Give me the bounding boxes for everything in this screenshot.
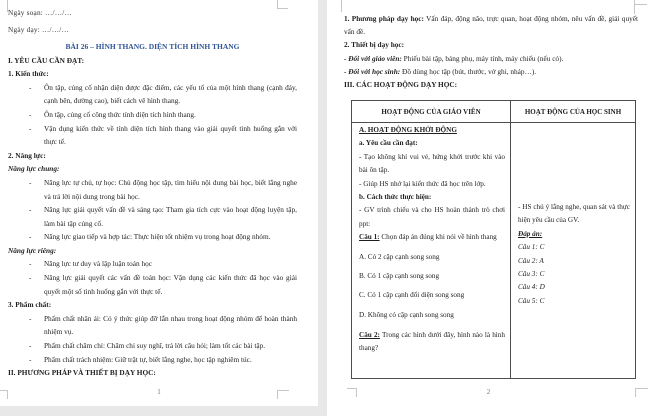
- crop-mark: [7, 390, 8, 399]
- page-1: [0, 0, 318, 406]
- bullet-item: [8, 203, 297, 230]
- dash-marker: -: [29, 273, 32, 283]
- equipment-student-label: - Đối với học sinh:: [344, 66, 401, 76]
- dash-marker: -: [29, 82, 32, 92]
- option-c: C. Có 1 cặp cạnh đối diện song song: [359, 291, 465, 300]
- dash-marker: -: [29, 123, 32, 133]
- lesson-title: BÀI 26 – HÌNH THANG. DIỆN TÍCH HÌNH THANG: [65, 41, 240, 51]
- competence-heading: 2. Năng lực:: [8, 150, 46, 160]
- bullet-item: [8, 271, 297, 298]
- dash-marker: -: [29, 109, 32, 119]
- activities-table: [351, 100, 636, 379]
- dash-marker: -: [29, 205, 32, 215]
- bullet-item: [8, 312, 297, 339]
- dash-marker: -: [29, 232, 32, 242]
- teacher-activity-cell: [352, 123, 511, 378]
- answer-item: Câu 4: D: [518, 283, 545, 292]
- method-intro: - GV trình chiếu và cho HS hoàn thành trò chơi ppt:: [359, 206, 505, 228]
- question-2-text: Trong các hình dưới đây, hình nào là hình thang?: [359, 330, 505, 353]
- crop-mark: [341, 0, 342, 12]
- option-b: B. Có 1 cặp cạnh song song: [359, 272, 440, 281]
- equipment-student-text: Đồ dùng học tập (bút, thước, vở ghi, nháp…).: [400, 66, 537, 76]
- crop-mark: [635, 388, 648, 389]
- bullet-item: [8, 176, 297, 203]
- method-text: Vấn đáp, động não, trực quan, hoạt động nhóm, nêu vấn đề, giải quyết vấn đề.: [344, 14, 639, 37]
- method-heading: b. Cách thức thực hiện:: [359, 193, 432, 202]
- specific-competence-heading: Năng lực riêng:: [8, 245, 57, 255]
- crop-mark: [347, 388, 357, 389]
- crop-mark: [635, 388, 636, 397]
- general-competence-heading: Năng lực chung:: [8, 164, 60, 174]
- equipment-teacher-text: Phiếu bài tập, bảng phụ, máy tính, máy chiếu (nếu có).: [401, 53, 564, 63]
- bullet-text: Ôn tập, củng cố nhận diện được đặc điểm, các yếu tố của một hình thang (cạnh đáy, cạnh bên, đường cao), biết cách vẽ hình thang.: [44, 82, 297, 106]
- dash-marker: -: [29, 313, 32, 323]
- table-header-student: HOẠT ĐỘNG CỦA HỌC SINH: [524, 107, 622, 116]
- bullet-text: Năng lực tự chủ, tự học: Chủ động học tập, tìm hiểu nội dung bài học, biết lắng nghe và trả lời nội dung trong bài học.: [44, 177, 297, 201]
- page-number: 1: [157, 388, 161, 396]
- equipment-heading: 2. Thiết bị dạy học:: [344, 40, 405, 50]
- dash-marker: -: [29, 341, 32, 351]
- bullet-item: [8, 108, 297, 122]
- date-prepared-line: Ngày soạn: …/…/…: [8, 8, 73, 17]
- crop-mark: [356, 388, 357, 397]
- goal-heading: a. Yêu cầu cần đạt:: [359, 139, 418, 148]
- crop-mark: [277, 8, 288, 9]
- answers-heading: Đáp án:: [518, 229, 543, 238]
- bullet-text: Phẩm chất nhân ái: Có ý thức giúp đỡ lẫn nhau trong hoạt động nhóm để hoàn thành nhiệm vụ.: [44, 313, 297, 337]
- section-ii-heading: II. PHƯƠNG PHÁP VÀ THIẾT BỊ DẠY HỌC:: [8, 368, 156, 378]
- date-taught-line: Ngày dạy: …/…/…: [8, 24, 69, 34]
- section-iii-heading: III. CÁC HOẠT ĐỘNG DẠY HỌC:: [344, 80, 458, 90]
- page-2-content: [344, 12, 638, 91]
- bullet-text: Năng lực giao tiếp và hợp tác: Thực hiện tốt nhiệm vụ trong hoạt động nhóm.: [44, 232, 271, 242]
- page-2: [327, 0, 650, 416]
- equipment-teacher-label: - Đối với giáo viên:: [344, 53, 402, 63]
- bullet-item: [8, 257, 297, 271]
- bullet-text: Phẩm chất trách nhiệm: Giữ trật tự, biết lắng nghe, học tập nghiêm túc.: [44, 354, 252, 364]
- table-header-teacher: HOẠT ĐỘNG CỦA GIÁO VIÊN: [381, 107, 481, 116]
- bullet-text: Năng lực giải quyết các vấn đề toán học: Vận dụng các kiến thức đã học vào giải quyết một số tình huống gắn với thực tế.: [44, 273, 297, 296]
- section-i-heading: I. YÊU CẦU CẦN ĐẠT:: [8, 55, 85, 65]
- question-1-label: Câu 1:: [359, 233, 380, 242]
- answer-item: Câu 1: C: [518, 243, 545, 252]
- bullet-item: [8, 339, 297, 353]
- crop-mark: [634, 4, 647, 5]
- question-2: [359, 329, 505, 356]
- crop-mark: [7, 0, 8, 12]
- question-2-label: Câu 2:: [359, 330, 380, 339]
- bullet-item: [8, 122, 297, 149]
- bullet-text: Vận dụng kiến thức về tính diện tích hình thang vào giải quyết tình huống gắn với thực tế.: [44, 123, 297, 147]
- crop-mark: [277, 390, 289, 391]
- dash-marker: -: [29, 259, 32, 269]
- student-activity-cell: [511, 123, 636, 378]
- crop-mark: [277, 390, 278, 399]
- bullet-text: Ôn tập, củng cố công thức tính diện tích hình thang.: [44, 109, 196, 119]
- bullet-text: Năng lực giải quyết vấn đề và sáng tạo: Tham gia tích cực vào hoạt động luyện tập, làm bài tập củng cố.: [44, 205, 297, 228]
- bullet-text: Phẩm chất chăm chỉ: Chăm chỉ suy nghĩ, trả lời câu hỏi; làm tốt các bài tập.: [44, 341, 266, 351]
- bullet-item: [8, 230, 297, 244]
- crop-mark: [0, 390, 8, 391]
- quality-heading: 3. Phẩm chất:: [8, 300, 52, 310]
- question-1-text: Chọn đáp án đúng khi nói về hình thang: [379, 233, 497, 242]
- question-1: [359, 231, 505, 244]
- crop-mark: [634, 0, 635, 14]
- dash-marker: -: [29, 354, 32, 364]
- method-paragraph: [344, 12, 638, 38]
- page-number: 2: [486, 388, 491, 396]
- crop-mark: [277, 0, 278, 8]
- student-note: - HS chú ý lắng nghe, quan sát và thực hiện yêu cầu của GV.: [518, 203, 630, 225]
- activity-heading: A. HOẠT ĐỘNG KHỞI ĐỘNG: [359, 126, 457, 134]
- dash-marker: -: [29, 177, 32, 187]
- bullet-item: [8, 353, 297, 367]
- equipment-student-line: [344, 65, 638, 78]
- bullet-text: Năng lực tư duy và lập luận toán học: [44, 259, 153, 269]
- answer-item: Câu 5: C: [518, 296, 545, 305]
- bullet-item: [8, 81, 297, 108]
- knowledge-heading: 1. Kiến thức:: [8, 69, 49, 79]
- answer-item: Câu 2: A: [518, 256, 544, 265]
- goal-item: - Tạo không khí vui vẻ, hứng khởi trước khi vào bài ôn tập.: [359, 152, 505, 175]
- equipment-teacher-line: [344, 52, 638, 65]
- option-d: D. Không có cặp cạnh song song: [359, 310, 454, 319]
- page-1-content: [8, 6, 297, 380]
- option-a: A. Có 2 cặp cạnh song song: [359, 252, 440, 261]
- goal-item: - Giúp HS nhớ lại kiến thức đã học trên lớp.: [359, 179, 486, 188]
- method-label: 1. Phương pháp dạy học:: [344, 14, 424, 23]
- answer-item: Câu 3: C: [518, 270, 545, 279]
